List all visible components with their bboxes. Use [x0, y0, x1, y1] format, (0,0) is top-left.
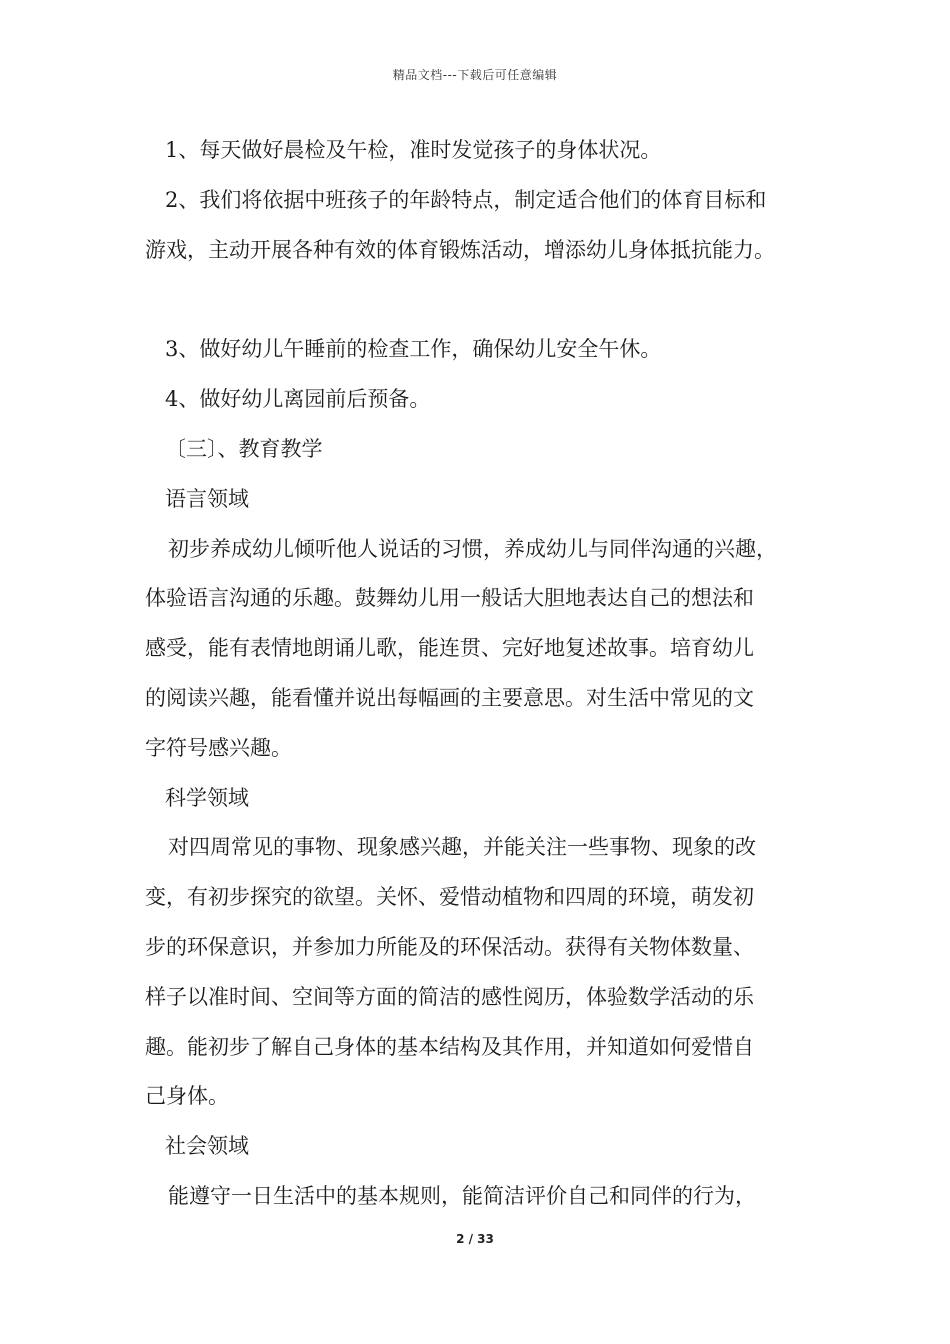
- paragraph-line: 体验语言沟通的乐趣。鼓舞幼儿用一般话大胆地表达自己的想法和: [145, 586, 754, 611]
- paragraph-line: 趣。能初步了解自己身体的基本结构及其作用，并知道如何爱惜自: [145, 1034, 754, 1059]
- list-item: 1、每天做好晨检及午检，准时发觉孩子的身体状况。: [165, 138, 662, 162]
- page-header: 精品文档---下载后可任意编辑: [392, 68, 558, 82]
- document-body: [145, 126, 825, 1222]
- paragraph-line: 对四周常见的事物、现象感兴趣，并能关注一些事物、现象的改: [168, 835, 756, 860]
- science-heading: 科学领域: [165, 785, 249, 810]
- list-item-continuation: 游戏，主动开展各种有效的体育锻炼活动，增添幼儿身体抵抗能力。: [145, 237, 775, 262]
- social-heading: 社会领域: [165, 1134, 249, 1159]
- paragraph-line: 初步养成幼儿倾听他人说话的习惯，养成幼儿与同伴沟通的兴趣，: [168, 536, 777, 561]
- language-heading: 语言领域: [165, 486, 249, 511]
- paragraph-line: 感受，能有表情地朗诵儿歌，能连贯、完好地复述故事。培育幼儿: [145, 636, 754, 661]
- paragraph-line: 样子以准时间、空间等方面的简洁的感性阅历，体验数学活动的乐: [145, 984, 754, 1009]
- list-item: 4、做好幼儿离园前后预备。: [165, 387, 431, 412]
- section-title: 〔三〕、教育教学: [165, 436, 323, 461]
- paragraph-line: 步的环保意识，并参加力所能及的环保活动。获得有关物体数量、: [145, 934, 754, 959]
- list-item: 3、做好幼儿午睡前的检查工作，确保幼儿安全午休。: [165, 337, 662, 362]
- list-item: 2、我们将依据中班孩子的年龄特点，制定适合他们的体育目标和: [165, 187, 767, 212]
- paragraph-line: 字符号感兴趣。: [145, 735, 292, 760]
- page-number: 2 / 33: [456, 1232, 494, 1246]
- paragraph-line: 的阅读兴趣，能看懂并说出每幅画的主要意思。对生活中常见的文: [145, 685, 754, 710]
- paragraph-line: 己身体。: [145, 1084, 229, 1109]
- paragraph-line: 能遵守一日生活中的基本规则，能简洁评价自己和同伴的行为，: [168, 1183, 756, 1208]
- paragraph-gap: [145, 275, 825, 325]
- paragraph-line: 变，有初步探究的欲望。关怀、爱惜动植物和四周的环境，萌发初: [145, 885, 754, 910]
